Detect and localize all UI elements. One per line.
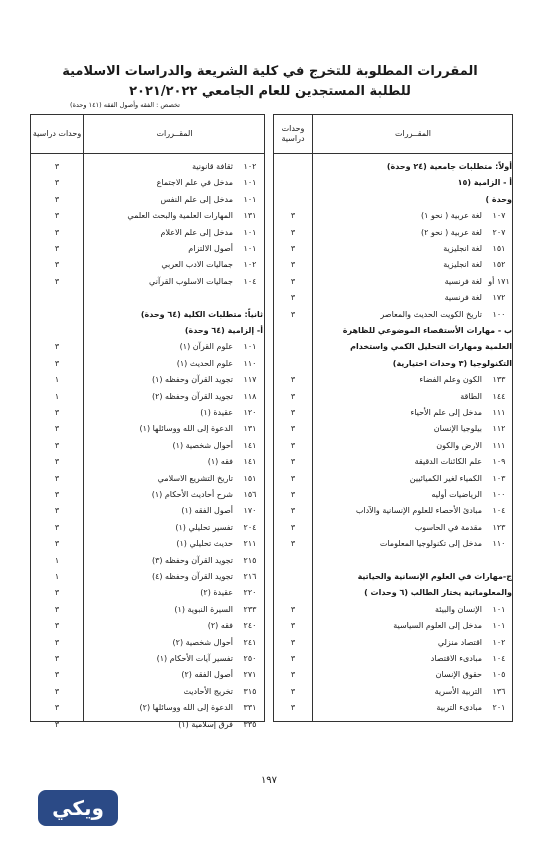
- course-code: ١٠٤: [492, 654, 506, 663]
- table-row: [31, 651, 266, 667]
- course-units: ٣: [290, 654, 296, 663]
- course-code: ١٠٩: [492, 457, 506, 467]
- course-code: ١٠٠: [492, 309, 506, 319]
- course-title: شرح أحاديث الأحكام (١): [151, 490, 233, 499]
- course-units: ٣: [54, 227, 60, 237]
- course-title: مبادىء الاقتصاد: [430, 654, 482, 663]
- table-row: [274, 553, 514, 569]
- course-title: مقدمة في الحاسوب: [414, 522, 482, 532]
- table-row: [31, 438, 266, 454]
- course-code: ١١٠: [243, 358, 257, 368]
- course-code: ٢٤١: [243, 637, 257, 647]
- course-title: الرياضيات أوليه: [431, 490, 482, 499]
- course-units: ٣: [54, 654, 60, 663]
- course-units: ٣: [54, 703, 60, 713]
- table-row: [274, 208, 514, 224]
- course-units: ١: [54, 572, 60, 581]
- table-row: [31, 257, 266, 273]
- table-row: [31, 192, 266, 208]
- course-units: ٣: [54, 670, 60, 680]
- course-code: ١١٢: [492, 424, 506, 434]
- course-units: ٣: [290, 604, 296, 614]
- units-header: وحدات دراسية: [281, 124, 305, 143]
- course-units: ٣: [54, 408, 60, 417]
- course-units: ٣: [290, 244, 296, 253]
- course-title: ج-مهارات في العلوم الإنسانية والحياتية: [357, 572, 512, 581]
- course-units: [274, 323, 312, 339]
- table-row: [274, 618, 514, 634]
- course-units: ٣: [290, 227, 296, 237]
- course-units: ٣: [54, 490, 60, 499]
- course-units: ٣: [290, 703, 296, 713]
- table-row: [31, 471, 266, 487]
- course-code: ١٢٣: [492, 522, 506, 532]
- course-units: ١: [54, 391, 60, 401]
- course-units: ٣: [54, 211, 60, 221]
- course-units: ٣: [54, 424, 60, 434]
- course-units: [31, 323, 83, 339]
- course-title: الدعوة إلى الله ووسائلها (١): [139, 424, 233, 434]
- course-units: ٣: [290, 490, 296, 499]
- course-title: والمعلوماتية يختار الطالب (٦ وحدات ): [364, 588, 512, 598]
- course-title: جماليات الادب العربي: [161, 260, 233, 270]
- course-title: الكون وعلم الفضاء: [419, 375, 482, 385]
- course-code: ٢٣٣: [243, 604, 257, 614]
- section-heading: [274, 569, 514, 585]
- course-title: فرق إسلامية (١): [178, 719, 233, 729]
- course-units: ٣: [54, 194, 60, 204]
- course-title: مبادىء التربية: [436, 703, 482, 713]
- document-title: المقررات المطلوبة للتخرج في كلية الشريعة والدراسات الاسلامية: [62, 64, 478, 79]
- table-row: [31, 553, 266, 569]
- course-code: ١١٠: [492, 539, 506, 549]
- table-row: [274, 257, 514, 273]
- table-row: [31, 241, 266, 257]
- course-title: تفسير تحليلي (١): [175, 522, 233, 532]
- course-title: مدخل في علم الاجتماع: [156, 178, 233, 188]
- section-heading: [274, 192, 514, 208]
- course-title: فقه (٢): [207, 621, 233, 631]
- course-units: ٣: [290, 408, 296, 417]
- table-row: [274, 602, 514, 618]
- table-row: [31, 225, 266, 241]
- table-row: [31, 159, 266, 175]
- course-title: مدخل إلى تكنولوجيا المعلومات: [379, 539, 482, 549]
- course-code: ١٣١: [243, 211, 257, 221]
- course-units: ١: [54, 375, 60, 385]
- table-row: [31, 700, 266, 716]
- course-units: [274, 175, 312, 191]
- table-row: [31, 520, 266, 536]
- course-code: ١٤٤: [492, 391, 506, 401]
- table-row: [31, 569, 266, 585]
- requirements-table-left: [30, 114, 265, 729]
- course-code: ١٠٥: [492, 670, 506, 680]
- course-units: [274, 339, 312, 355]
- table-row: [31, 684, 266, 700]
- course-units: [31, 290, 83, 306]
- table-row: [274, 536, 514, 552]
- course-units: ٣: [54, 686, 60, 696]
- course-title: أ - الزامية (١٥: [457, 178, 512, 188]
- table-header: [274, 115, 512, 154]
- course-code: ١٢٠: [243, 408, 257, 417]
- table-header: [31, 115, 264, 154]
- table-row: [274, 503, 514, 519]
- course-code: ١٣١: [243, 424, 257, 434]
- course-title: التربية الأسرية: [434, 686, 482, 696]
- course-units: ٣: [54, 358, 60, 368]
- course-units: [274, 159, 312, 175]
- course-units: ٣: [54, 342, 60, 352]
- course-code: ١٠٢: [492, 637, 506, 647]
- course-code: ١٠٠: [492, 490, 506, 499]
- course-title: فقه (١): [207, 457, 233, 467]
- course-code: ١٤١: [243, 457, 257, 467]
- course-title: العلمية ومهارات التحليل الكمي واستخدام: [350, 342, 512, 352]
- course-title: تجويد القرآن وحفظه (٤): [151, 572, 233, 581]
- course-units: ٣: [290, 375, 296, 385]
- course-units: ٣: [54, 588, 60, 598]
- course-units: ٣: [54, 162, 60, 171]
- course-units: [274, 356, 312, 372]
- course-title: مدخل إلى العلوم السياسية: [393, 621, 482, 631]
- course-title: لغة فرنسية: [444, 276, 482, 286]
- course-units: ٣: [54, 522, 60, 532]
- course-title: أصول الفقه (٢): [181, 670, 233, 680]
- table-row: [31, 454, 266, 470]
- course-units: [274, 585, 312, 601]
- course-title: الكمياء لغير الكميائيين: [409, 473, 482, 483]
- course-title: تجويد القرآن وحفظه (١): [151, 375, 233, 385]
- table-row: [274, 307, 514, 323]
- course-title: [316, 553, 482, 569]
- section-heading: [31, 323, 266, 339]
- course-title: مدخل إلى علم الاعلام: [160, 227, 233, 237]
- course-title: علوم الحديث (١): [176, 358, 233, 368]
- course-title: اقتصاد منزلي: [437, 637, 482, 647]
- course-units: ٣: [290, 473, 296, 483]
- table-row: [31, 175, 266, 191]
- requirements-table-right: [273, 114, 513, 722]
- table-row: [31, 356, 266, 372]
- course-code: ٢٠٧: [492, 227, 506, 237]
- table-row: [31, 372, 266, 388]
- course-units: ٣: [54, 178, 60, 188]
- course-code: ١٠١: [243, 342, 257, 352]
- course-title: السيرة النبوية (١): [174, 604, 233, 614]
- course-title: أصول الفقه (١): [181, 506, 233, 516]
- course-units: ٣: [54, 260, 60, 270]
- course-title: بيلوجيا الإنسان: [433, 424, 482, 434]
- table-row: [274, 471, 514, 487]
- table-row: [274, 372, 514, 388]
- course-units: ٣: [290, 637, 296, 647]
- course-units: ٣: [54, 244, 60, 253]
- course-title: ثقافة قانونية: [192, 162, 233, 171]
- course-title: تفسير آيات الأحكام (١): [156, 654, 233, 663]
- logo-text: ويكي: [52, 796, 104, 820]
- table-row: [31, 487, 266, 503]
- course-units: ٣: [290, 391, 296, 401]
- section-heading: [274, 339, 514, 355]
- course-title: أولاً: متطلبات جامعية (٢٤ وحدة): [386, 162, 512, 171]
- table-row: [31, 667, 266, 683]
- table-row: [31, 405, 266, 421]
- course-units: ٣: [54, 473, 60, 483]
- course-units: [274, 192, 312, 208]
- course-units: [274, 569, 312, 585]
- course-title: أحوال شخصية (١): [172, 440, 233, 450]
- course-code: ١١١: [492, 440, 506, 450]
- course-units: ٣: [54, 276, 60, 286]
- table-row: [31, 274, 266, 290]
- course-units: ٣: [290, 211, 296, 221]
- courses-header: المقــررات: [394, 129, 432, 138]
- course-code: ١٠٣: [492, 473, 506, 483]
- course-code: ١٥٦: [243, 490, 257, 499]
- table-row: [274, 684, 514, 700]
- course-code: [235, 290, 265, 306]
- course-title: أصول الالتزام: [188, 244, 233, 253]
- course-code: ١٤١: [243, 440, 257, 450]
- course-code: ١٥١: [243, 473, 257, 483]
- course-code: ٢١٦: [243, 572, 257, 581]
- section-heading: [274, 356, 514, 372]
- course-code: ١٥١: [492, 244, 506, 253]
- course-title: تجويد القرآن وحفظه (٢): [151, 391, 233, 401]
- table-row: [274, 241, 514, 257]
- course-code: ١٠١: [243, 227, 257, 237]
- table-row: [31, 503, 266, 519]
- course-units: ٣: [290, 309, 296, 319]
- course-units: ٣: [290, 670, 296, 680]
- course-code: ١٥٢: [492, 260, 506, 270]
- table-row: [274, 454, 514, 470]
- course-title: الارض والكون: [436, 440, 482, 450]
- table-row: [274, 667, 514, 683]
- course-code: ١٠٢: [243, 260, 257, 270]
- course-code: ٢١١: [243, 539, 257, 549]
- table-row: [274, 405, 514, 421]
- units-header: وحدات دراسية: [32, 129, 82, 138]
- course-units: ٣: [54, 719, 60, 729]
- course-title: عقيدة (١): [200, 408, 233, 417]
- course-units: ٣: [290, 522, 296, 532]
- course-title: التكنولوجيا (٣ وحدات اختيارية): [392, 358, 512, 368]
- table-row: [274, 635, 514, 651]
- course-title: مبادئ الأحصاء للعلوم الإنسانية والآداب: [355, 506, 482, 516]
- table-row: [274, 421, 514, 437]
- wiki-logo: [38, 786, 118, 830]
- course-code: [484, 553, 514, 569]
- course-code: ٢٠١: [492, 703, 506, 713]
- course-units: [31, 307, 83, 323]
- course-title: لغة انجليزية: [443, 260, 482, 270]
- section-heading: [274, 159, 514, 175]
- course-title: مدخل إلى علم الأحياء: [410, 408, 482, 417]
- course-units: ٣: [290, 686, 296, 696]
- course-title: لغة فرنسية: [444, 293, 482, 303]
- course-code: ٢٢٠: [243, 588, 257, 598]
- course-units: ٣: [290, 293, 296, 303]
- section-heading: [31, 307, 266, 323]
- course-units: ١: [54, 555, 60, 565]
- table-row: [31, 208, 266, 224]
- course-title: عقيدة (٢): [200, 588, 233, 598]
- course-title: [87, 290, 233, 306]
- course-code: ١٣٣: [492, 375, 506, 385]
- course-title: لغة انجليزية: [443, 244, 482, 253]
- course-title: أحوال شخصية (٢): [172, 637, 233, 647]
- course-title: الطاقة: [460, 391, 482, 401]
- course-units: ٣: [54, 539, 60, 549]
- course-title: حقوق الإنسان: [435, 670, 482, 680]
- document-subtitle: للطلبة المستجدين للعام الجامعي ٢٠٢١/٢٠٢٢: [129, 84, 411, 99]
- course-code: ١٧٢: [492, 293, 506, 303]
- course-code: ١٧١ أو: [488, 276, 510, 286]
- course-units: ٣: [54, 621, 60, 631]
- course-code: ١٠٧: [492, 211, 506, 221]
- course-code: ١١٧: [243, 375, 257, 385]
- course-units: ٣: [290, 276, 296, 286]
- course-units: ٣: [290, 621, 296, 631]
- table-row: [31, 635, 266, 651]
- course-title: مدخل إلى علم النفس: [160, 194, 233, 204]
- course-code: ٢٤٠: [243, 621, 257, 631]
- course-title: ثانياً: متطلبات الكلية (٦٤ وحدة): [140, 309, 263, 319]
- course-code: ٢١٥: [243, 555, 257, 565]
- course-title: تخريج الأحاديث: [183, 686, 233, 696]
- course-units: ٣: [290, 457, 296, 467]
- course-units: ٣: [290, 440, 296, 450]
- course-units: ٣: [54, 506, 60, 516]
- course-units: ٣: [54, 604, 60, 614]
- course-units: ٣: [54, 637, 60, 647]
- table-row: [31, 536, 266, 552]
- table-row: [31, 585, 266, 601]
- course-title: حديث تحليلي (١): [176, 539, 233, 549]
- course-title: لغة عربية ( نحو ٢): [421, 227, 482, 237]
- course-code: ٣٣١: [243, 703, 257, 713]
- course-code: ١٠٢: [243, 162, 257, 171]
- course-title: وحدة ): [485, 194, 512, 204]
- course-title: علوم القرآن (١): [179, 342, 233, 352]
- course-code: ١٠١: [243, 194, 257, 204]
- course-code: ١٠١: [492, 621, 506, 631]
- course-title: جماليات الاسلوب القرآني: [149, 276, 233, 286]
- course-code: ٢٠٤: [243, 522, 257, 532]
- course-title: علم الكائنات الدقيقة: [414, 457, 482, 467]
- section-heading: [274, 585, 514, 601]
- course-units: ٣: [290, 506, 296, 516]
- course-title: لغة عربية ( نحو ١): [421, 211, 482, 221]
- course-code: ١٠١: [492, 604, 506, 614]
- table-row: [31, 339, 266, 355]
- course-units: ٣: [54, 457, 60, 467]
- table-row: [274, 651, 514, 667]
- course-code: ٢٧١: [243, 670, 257, 680]
- table-row: [274, 290, 514, 306]
- course-code: ٣٣٥: [243, 719, 257, 729]
- course-units: [274, 553, 312, 569]
- table-row: [274, 274, 514, 290]
- specialization-label: تخصص : الفقه وأصول الفقه (١٤١ وحدة): [70, 101, 180, 109]
- course-title: تجويد القرآن وحفظه (٣): [151, 555, 233, 565]
- table-row: [274, 225, 514, 241]
- course-units: ٣: [290, 424, 296, 434]
- table-row: [31, 421, 266, 437]
- courses-header: المقــررات: [156, 129, 193, 138]
- table-row: [31, 389, 266, 405]
- course-title: تاريخ التشريع الاسلامي: [157, 473, 233, 483]
- table-row: [274, 389, 514, 405]
- section-heading: [274, 175, 514, 191]
- table-row: [31, 618, 266, 634]
- course-title: أ- إلزامية (٦٤ وحدة): [184, 326, 263, 335]
- course-code: ١٣٦: [492, 686, 506, 696]
- course-code: ١١٨: [243, 391, 257, 401]
- course-code: ١٠٤: [492, 506, 506, 516]
- course-code: ١١١: [492, 408, 506, 417]
- course-code: ٣١٥: [243, 686, 257, 696]
- course-units: ٣: [54, 440, 60, 450]
- course-code: ٢٥٠: [243, 654, 257, 663]
- course-code: ١٠١: [243, 178, 257, 188]
- course-units: ٣: [290, 539, 296, 549]
- course-title: تاريخ الكويت الحديث والمعاصر: [380, 309, 482, 319]
- course-title: الدعوة إلى الله ووسائلها (٢): [139, 703, 233, 713]
- section-heading: [274, 323, 514, 339]
- course-title: الإنسان والبيئة: [434, 604, 482, 614]
- course-title: ب - مهارات الأستقصاء الموضوعي للظاهرة: [342, 326, 512, 335]
- course-code: ١٠٤: [243, 276, 257, 286]
- table-row: [274, 520, 514, 536]
- table-row: [274, 700, 514, 716]
- table-row: [31, 602, 266, 618]
- page-number: ١٩٧: [260, 775, 278, 786]
- course-code: ١٠١: [243, 244, 257, 253]
- table-row: [31, 290, 266, 306]
- table-row: [274, 487, 514, 503]
- table-row: [274, 438, 514, 454]
- course-units: ٣: [290, 260, 296, 270]
- table-row: [31, 717, 266, 733]
- course-title: المهارات العلمية والبحث العلمي: [127, 211, 233, 221]
- course-code: ١٧٠: [243, 506, 257, 516]
